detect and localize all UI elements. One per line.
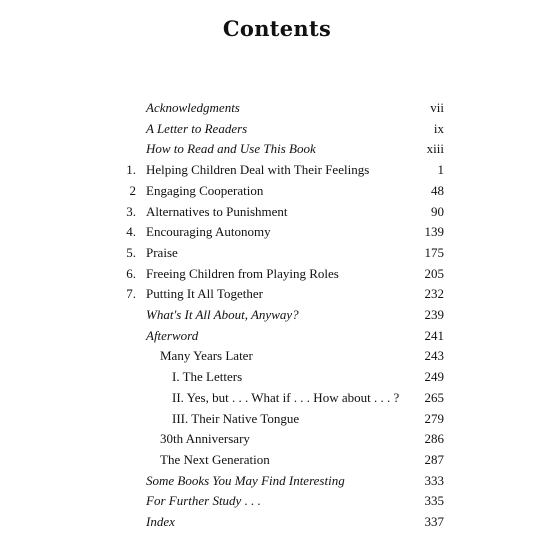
toc-entry (0, 346, 554, 367)
toc-entry (0, 202, 554, 223)
toc-entry (0, 181, 554, 202)
toc-entry (0, 119, 554, 140)
toc-entry (0, 284, 554, 305)
toc-entry-title: II. Yes, but . . . What if . . . How about . . . ? (172, 389, 400, 405)
toc-page-number: 232 (424, 286, 444, 302)
toc-entry (0, 491, 554, 512)
toc-entry (0, 409, 554, 430)
toc-page-number: 279 (424, 410, 444, 426)
toc-entry-title: Alternatives to Punishment (146, 203, 288, 219)
toc-entry-title: What's It All About, Anyway? (146, 307, 299, 322)
toc-entry-title: Engaging Cooperation (146, 182, 264, 198)
toc-entry (0, 512, 554, 533)
toc-entry (0, 388, 554, 409)
toc-entry-title: Helping Children Deal with Their Feelings (146, 162, 370, 178)
toc-entry-title: For Further Study . . . (146, 493, 261, 509)
toc-entry-title: Praise (146, 244, 178, 260)
toc-entry (0, 429, 554, 450)
toc-entry (0, 305, 554, 326)
toc-page-number: 286 (424, 431, 444, 447)
toc-page-number: 175 (424, 244, 444, 260)
toc-page-number: 335 (424, 493, 444, 509)
toc-entry-title: Acknowledgments (146, 100, 240, 115)
toc-page-number: 241 (424, 327, 444, 343)
toc-chapter-number: 2 (129, 182, 136, 198)
toc-page-number: 48 (431, 182, 444, 198)
toc-page-number: 333 (424, 472, 444, 488)
toc-entry-title: Freeing Children from Playing Roles (146, 265, 339, 281)
toc-page-number: 239 (424, 307, 444, 322)
toc-page-number: 337 (424, 514, 444, 529)
toc-chapter-number: 4. (126, 224, 136, 240)
toc-entry (0, 243, 554, 264)
toc-chapter-number: 3. (126, 203, 136, 219)
toc-entry (0, 160, 554, 181)
toc-entry (0, 98, 554, 119)
toc-chapter-number: 6. (126, 265, 136, 281)
toc-entry-title: Index (146, 514, 175, 529)
toc-page-number: 205 (424, 265, 444, 281)
toc-page-number: 249 (424, 369, 444, 385)
toc-entry-title: I. The Letters (172, 369, 243, 385)
toc-entry-title: Encouraging Autonomy (146, 224, 271, 240)
toc-entry (0, 326, 554, 347)
toc-entry-title: Afterword (146, 327, 199, 343)
toc-entry (0, 450, 554, 471)
toc-page-number: 265 (424, 389, 444, 405)
toc-entry-title: 30th Anniversary (160, 431, 250, 447)
toc-page-number: 287 (424, 451, 444, 467)
toc-page-number: vii (430, 100, 444, 115)
toc-page-number: xiii (426, 141, 444, 157)
toc-page-number: 1 (437, 162, 444, 178)
toc-entry-title: Putting It All Together (146, 286, 263, 302)
toc-entry (0, 264, 554, 285)
toc-entry-title: Many Years Later (160, 348, 253, 364)
toc-page-number: 90 (431, 203, 444, 219)
toc-chapter-number: 5. (126, 244, 136, 260)
page-title: Contents (222, 16, 332, 41)
toc-page-number: 139 (424, 224, 444, 240)
toc-entry (0, 471, 554, 492)
toc-entry (0, 367, 554, 388)
toc-entry-title: III. Their Native Tongue (172, 410, 300, 426)
toc-chapter-number: 7. (126, 286, 136, 302)
toc-page-number: ix (433, 120, 444, 136)
toc-entry-title: Some Books You May Find Interesting (146, 472, 345, 488)
toc-entry (0, 139, 554, 160)
toc-entry-title: How to Read and Use This Book (146, 141, 316, 157)
toc-entry-title: The Next Generation (160, 451, 270, 467)
toc-chapter-number: 1. (126, 162, 136, 178)
toc-entry (0, 222, 554, 243)
toc-entry-title: A Letter to Readers (146, 120, 248, 136)
toc-page-number: 243 (424, 348, 444, 364)
